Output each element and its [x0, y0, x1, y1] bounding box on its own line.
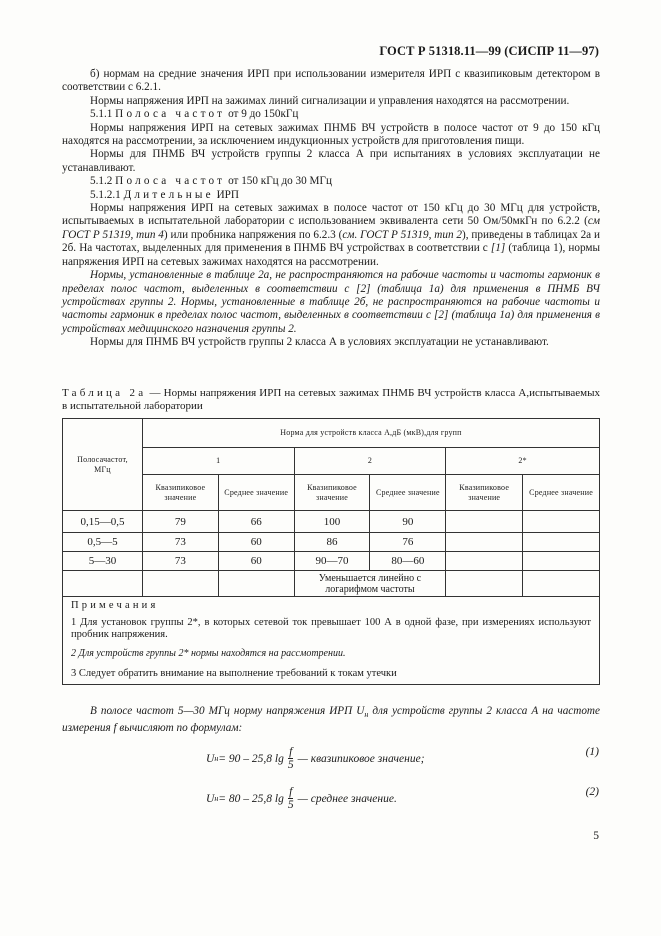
empty-cell: [523, 571, 600, 597]
reference: см. ГОСТ Р 51319, тип 2: [342, 228, 463, 241]
formula-number: (2): [585, 786, 599, 798]
value-cell: 86: [294, 533, 370, 552]
empty-cell: [446, 571, 523, 597]
value-cell: 100: [294, 511, 370, 533]
table-row: [63, 533, 600, 552]
band-cell: 0,15—0,5: [63, 511, 143, 533]
formula-1: U н = 90 – 25,8 lg $\frac{f}{5}$ — квазипиковое значение;: [206, 746, 425, 771]
value-cell: 90: [370, 511, 446, 533]
limits-table: [62, 418, 600, 685]
linear-note-cell: Уменьшается линейно с логарифмом частоты: [294, 571, 446, 597]
value-cell: 73: [142, 552, 218, 571]
formula-2: U н = 80 – 25,8 lg $\frac{f}{5}$ — среднее значение.: [206, 786, 397, 811]
paragraph: Нормы для ПНМБ ВЧ устройств группы 2 класса А при испытаниях в условиях эксплуатации не устанавливают.: [62, 148, 600, 174]
paragraph: Нормы напряжения ИРП на зажимах линий сигнализации и управления находятся на рассмотрении.: [90, 94, 570, 107]
subheader-qp: Квазипиковое значение: [446, 475, 523, 511]
table-row: [63, 511, 600, 533]
value-cell: 73: [142, 533, 218, 552]
value-cell: 60: [218, 533, 294, 552]
section-heading-5-1-2-1: 5.1.2.1 Длительные ИРП: [90, 188, 239, 201]
empty-cell: [523, 511, 600, 533]
table-note: 1 Для установок группы 2*, в которых сетевой ток превышает 100 А в одной фазе, при измерениях используют пробник напряжения.: [63, 615, 600, 643]
notes-title: Примечания: [63, 597, 600, 615]
formula-intro: В полосе частот 5—30 МГц норму напряжения ИРП $U_н$ для устройств группы 2 класса А на частоте измерения f вычисляют по формулам:: [62, 705, 600, 734]
body-text: [62, 68, 600, 350]
group-header: 2*: [446, 448, 600, 475]
subheader-qp: Квазипиковое значение: [294, 475, 370, 511]
group-header: 1: [142, 448, 294, 475]
section-heading-5-1-2: 5.1.2 Полоса частот от 150 кГц до 30 МГц: [90, 175, 332, 188]
value-cell: 66: [218, 511, 294, 533]
band-cell: 5—30: [63, 552, 143, 571]
table-row: [63, 552, 600, 571]
subheader-avg: Среднее значение: [218, 475, 294, 511]
value-cell: 60: [218, 552, 294, 571]
value-cell: 90—70: [294, 552, 370, 571]
norm-header: Норма для устройств класса А,дБ (мкВ),для групп: [142, 419, 599, 448]
band-cell: 0,5—5: [63, 533, 143, 552]
empty-cell: [446, 552, 523, 571]
page-header: ГОСТ Р 51318.11—99 (СИСПР 11—97): [379, 44, 599, 58]
formula-section: [62, 705, 600, 735]
table-caption: Таблица 2а — Нормы напряжения ИРП на сетевых зажимах ПНМБ ВЧ устройств класса А,испытываемых в испытательной лаборатории: [62, 387, 600, 412]
subheader-avg: Среднее значение: [370, 475, 446, 511]
empty-cell: [63, 571, 143, 597]
paragraph: Нормы напряжения ИРП на сетевых зажимах в полосе частот от 150 кГц до 30 МГц для устройств, испытываемых в испытательной лаборатории с использованием эквивалента сети 50 Ом/50мкГн по 6.2.2 (см ГОСТ Р 51319, тип 4) или пробника напряжения по 6.2.3 (см. ГОСТ Р 51319, тип 2), приведены в таблицах 2а и 2б. На частотах, выделенных для применения в ПНМБ ВЧ устройствах в соответствии с [1] (таблица 1), нормы напряжения ИРП на сетевых зажимах находятся на рассмотрении.: [62, 202, 600, 268]
table-note: 2 Для устройств группы 2* нормы находятся на рассмотрении.: [63, 643, 600, 665]
empty-cell: [446, 511, 523, 533]
empty-cell: [218, 571, 294, 597]
reference: см ГОСТ Р 51319, тип 4: [62, 215, 600, 241]
table-note: 3 Следует обратить внимание на выполнение требований к токам утечки: [63, 665, 600, 685]
formula-number: (1): [585, 746, 599, 758]
table-row: [63, 571, 600, 597]
empty-cell: [523, 552, 600, 571]
subheader-avg: Среднее значение: [523, 475, 600, 511]
italic-paragraph: Нормы, установленные в таблице 2а, не распространяются на рабочие частоты и частоты гармоник в пределах полос частот, выделенных в соответствии с [2] (таблица 1а) для применения в ПНМБ ВЧ устройствах группы 2. Нормы, установленные в таблице 2б, не распространяются на рабочие частоты и частоты гармоник в пределах полос частот, выделенных в соответствии с [2] (таблица 1а) для применения в устройствах медицинского назначения группы 2.: [62, 269, 600, 335]
value-cell: 79: [142, 511, 218, 533]
empty-cell: [523, 533, 600, 552]
value-cell: 76: [370, 533, 446, 552]
paragraph: Нормы для ПНМБ ВЧ устройств группы 2 класса А в условиях эксплуатации не устанавливают.: [90, 336, 549, 349]
freq-band-header: Полосачастот, МГц: [63, 419, 143, 511]
group-header: 2: [294, 448, 446, 475]
empty-cell: [142, 571, 218, 597]
reference: [1]: [490, 242, 506, 255]
value-cell: 80—60: [370, 552, 446, 571]
paragraph: Нормы напряжения ИРП на сетевых зажимах ПНМБ ВЧ устройств в полосе частот от 9 до 150 кГц находятся на рассмотрении, за исключением индукционных устройств для приготовления пищи.: [62, 121, 600, 148]
section-heading-5-1-1: 5.1.1 Полоса частот от 9 до 150кГц: [90, 108, 299, 121]
page-number: 5: [593, 830, 599, 842]
empty-cell: [446, 533, 523, 552]
paragraph: б) нормам на средние значения ИРП при использовании измерителя ИРП с квазипиковым детектором в соответствии с 6.2.1.: [62, 68, 600, 94]
subheader-qp: Квазипиковое значение: [142, 475, 218, 511]
